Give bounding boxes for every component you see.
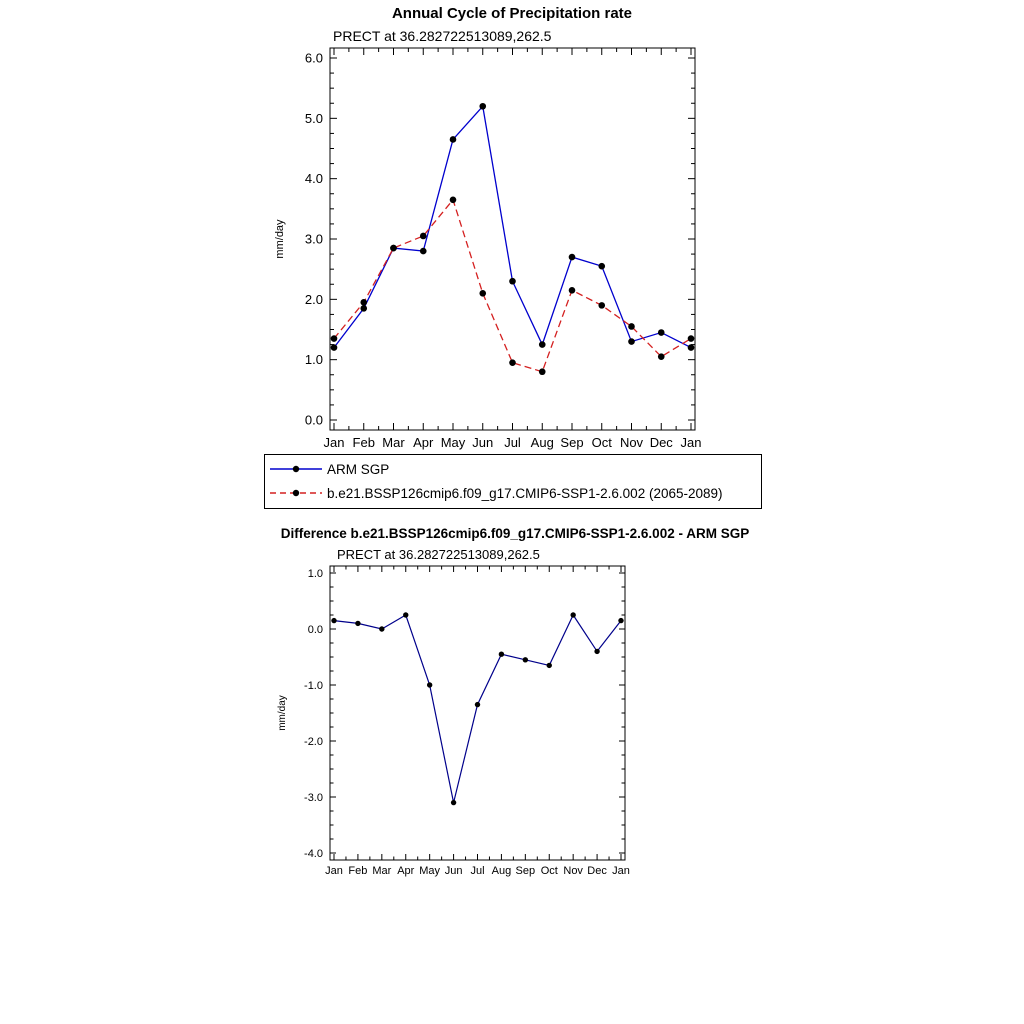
legend-marker-dot bbox=[293, 490, 299, 496]
annual-cycle-chart bbox=[270, 40, 706, 454]
x-tick-label: Jul bbox=[470, 865, 485, 877]
axis-tick-labels bbox=[305, 51, 702, 450]
legend-item-model bbox=[265, 481, 761, 505]
data-point-marker bbox=[427, 682, 432, 687]
x-tick-label: Dec bbox=[649, 435, 673, 450]
data-point-marker bbox=[479, 103, 486, 110]
data-point-marker bbox=[547, 663, 552, 668]
x-tick-label: Oct bbox=[540, 865, 558, 877]
legend-marker-dot bbox=[293, 466, 299, 472]
x-tick-label: Aug bbox=[530, 435, 554, 450]
data-point-marker bbox=[420, 248, 427, 255]
data-point-marker bbox=[569, 254, 576, 261]
annual-cycle-subtitle: PRECT at 36.282722513089,262.5 bbox=[333, 28, 552, 44]
x-tick-label: Jun bbox=[472, 435, 494, 450]
data-point-marker bbox=[598, 263, 605, 270]
x-tick-label: Mar bbox=[382, 435, 405, 450]
data-point-marker bbox=[658, 353, 665, 360]
data-point-marker bbox=[420, 233, 427, 240]
data-point-marker bbox=[688, 344, 695, 351]
x-tick-label: Jan bbox=[325, 865, 343, 877]
data-point-marker bbox=[569, 287, 576, 294]
x-tick-label: Feb bbox=[352, 435, 375, 450]
data-point-marker bbox=[379, 626, 384, 631]
data-point-marker bbox=[450, 196, 457, 203]
data-point-marker bbox=[570, 612, 575, 617]
axis-tick-labels bbox=[304, 568, 630, 877]
x-tick-label: Jun bbox=[444, 865, 463, 877]
data-point-marker bbox=[509, 278, 516, 285]
data-point-marker bbox=[355, 621, 360, 626]
x-tick-label: Aug bbox=[491, 865, 512, 877]
x-tick-label: Jan bbox=[612, 865, 630, 877]
x-tick-label: Dec bbox=[587, 865, 607, 877]
x-tick-label: Nov bbox=[619, 435, 644, 450]
difference-chart bbox=[270, 560, 638, 882]
y-tick-label: 2.0 bbox=[304, 291, 323, 307]
series-line-0 bbox=[331, 103, 695, 351]
x-tick-label: Jul bbox=[504, 435, 521, 450]
x-tick-label: May bbox=[419, 865, 441, 877]
legend bbox=[264, 454, 762, 509]
y-tick-label: -1.0 bbox=[304, 679, 323, 692]
data-point-marker bbox=[360, 305, 367, 312]
y-tick-label: -3.0 bbox=[304, 791, 323, 804]
x-tick-label: Feb bbox=[348, 865, 368, 877]
y-tick-label: 6.0 bbox=[304, 50, 323, 66]
legend-label-arm-sgp: ARM SGP bbox=[327, 461, 390, 477]
data-point-marker bbox=[523, 657, 528, 662]
y-axis-label: mm/day bbox=[274, 219, 286, 259]
axes bbox=[330, 48, 695, 430]
y-tick-label: 1.0 bbox=[304, 352, 323, 368]
data-point-marker bbox=[539, 368, 546, 375]
data-point-marker bbox=[331, 618, 336, 623]
data-point-marker bbox=[451, 800, 456, 805]
legend-line-sample-dashed bbox=[268, 486, 324, 500]
x-tick-label: Apr bbox=[397, 865, 415, 877]
data-point-marker bbox=[331, 344, 338, 351]
data-point-marker bbox=[628, 338, 635, 345]
data-point-marker bbox=[509, 359, 516, 366]
x-tick-label: Jan bbox=[680, 435, 702, 450]
data-point-marker bbox=[475, 702, 480, 707]
x-tick-label: Mar bbox=[372, 865, 392, 877]
y-tick-label: 3.0 bbox=[304, 231, 323, 247]
difference-title: Difference b.e21.BSSP126cmip6.f09_g17.CMIP6-SSP1-2.6.002 - ARM SGP bbox=[280, 526, 750, 541]
data-point-marker bbox=[688, 335, 695, 342]
data-point-marker bbox=[450, 136, 457, 143]
x-tick-label: May bbox=[440, 435, 466, 450]
data-point-marker bbox=[479, 290, 486, 297]
data-point-marker bbox=[628, 323, 635, 330]
x-tick-label: Sep bbox=[515, 865, 536, 877]
data-point-marker bbox=[658, 329, 665, 336]
data-point-marker bbox=[598, 302, 605, 309]
x-tick-label: Apr bbox=[413, 435, 434, 450]
y-axis-label: mm/day bbox=[277, 695, 288, 731]
legend-line-sample-solid bbox=[268, 462, 324, 476]
x-tick-label: Nov bbox=[563, 865, 583, 877]
axes bbox=[330, 566, 625, 860]
y-tick-label: -2.0 bbox=[304, 735, 323, 748]
difference-subtitle: PRECT at 36.282722513089,262.5 bbox=[337, 547, 540, 562]
y-tick-label: 1.0 bbox=[307, 567, 323, 580]
y-tick-label: 0.0 bbox=[307, 623, 323, 636]
annual-cycle-title: Annual Cycle of Precipitation rate bbox=[391, 5, 633, 22]
x-tick-label: Oct bbox=[591, 435, 612, 450]
y-tick-label: 4.0 bbox=[304, 171, 323, 187]
data-point-marker bbox=[618, 618, 623, 623]
data-point-marker bbox=[594, 649, 599, 654]
legend-item-arm-sgp bbox=[265, 457, 761, 481]
x-tick-label: Jan bbox=[323, 435, 345, 450]
legend-label-model: b.e21.BSSP126cmip6.f09_g17.CMIP6-SSP1-2.6.002 (2065-2089) bbox=[327, 485, 723, 501]
y-tick-label: 5.0 bbox=[304, 110, 323, 126]
data-point-marker bbox=[360, 299, 367, 306]
data-point-marker bbox=[403, 612, 408, 617]
x-tick-label: Sep bbox=[560, 435, 584, 450]
data-point-marker bbox=[331, 335, 338, 342]
series-line-0 bbox=[331, 612, 623, 805]
series-line-1 bbox=[331, 196, 695, 375]
data-point-marker bbox=[390, 245, 397, 252]
y-tick-label: 0.0 bbox=[304, 412, 323, 428]
data-point-marker bbox=[539, 341, 546, 348]
data-point-marker bbox=[499, 652, 504, 657]
y-tick-label: -4.0 bbox=[304, 847, 323, 860]
